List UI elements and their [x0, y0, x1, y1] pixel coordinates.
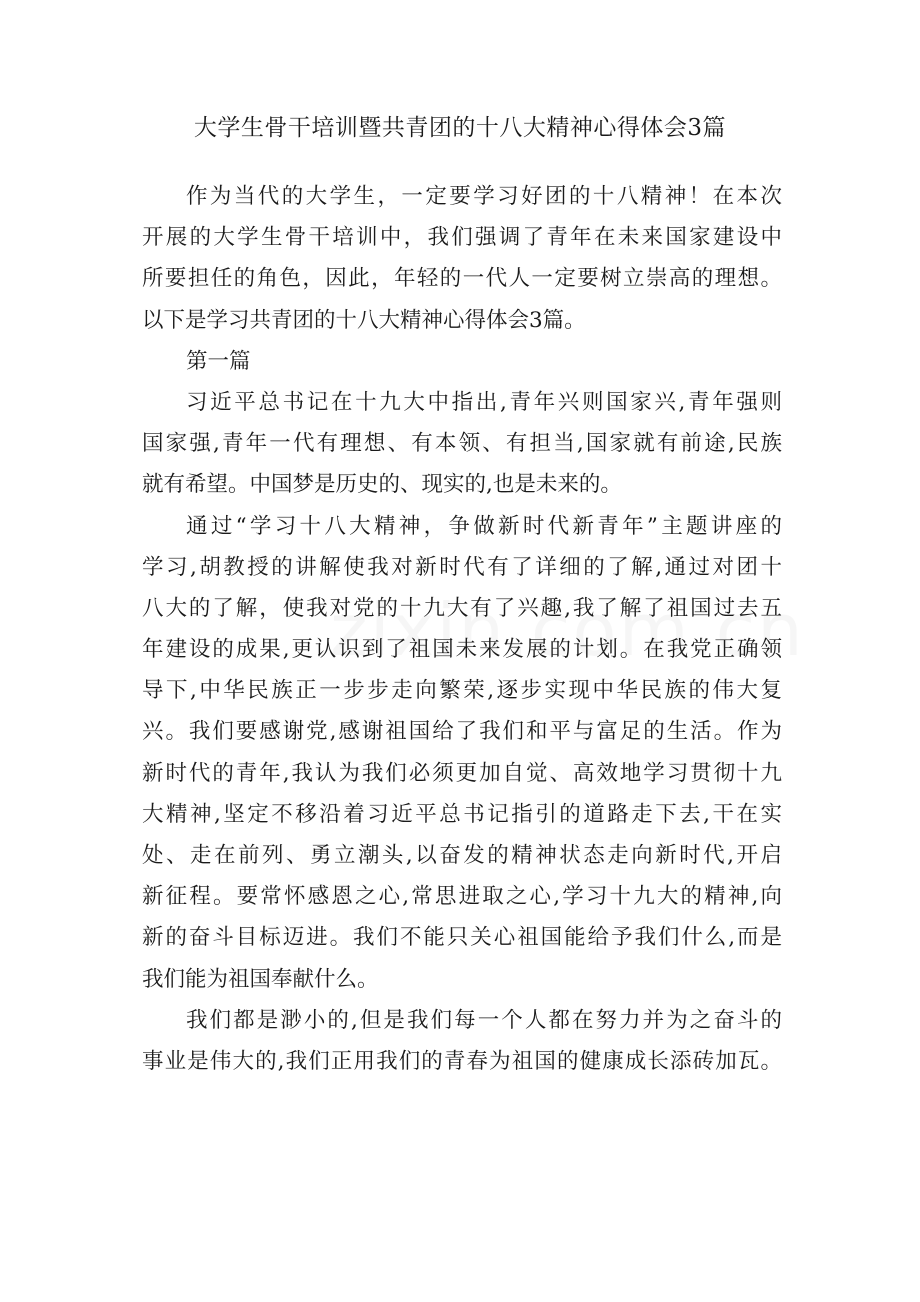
document-body [142, 176, 782, 1082]
text-line: 新时代的青年,我认为我们必须更加自觉、高效地学习贯彻十九 [142, 760, 782, 786]
text-line: 学习,胡教授的讲解使我对新时代有了详细的了解,通过对团十 [142, 554, 782, 580]
text-line: 大精神,坚定不移沿着习近平总书记指引的道路走下去,干在实 [142, 801, 782, 827]
section-heading [142, 341, 782, 382]
text-line: 开展的大学生骨干培训中，我们强调了青年在未来国家建设中 [142, 225, 782, 251]
paragraph [142, 382, 782, 506]
text-line: 事业是伟大的,我们正用我们的青春为祖国的健康成长添砖加瓦。 [142, 1048, 782, 1074]
text-line: 年建设的成果,更认识到了祖国未来发展的计划。在我党正确领 [142, 637, 782, 663]
text-line: 就有希望。中国梦是历史的、现实的,也是未来的。 [142, 472, 622, 498]
text-line: 处、走在前列、勇立潮头,以奋发的精神状态走向新时代,开启 [142, 843, 782, 868]
text-line: 我们都是渺小的,但是我们每一个人都在努力并为之奋斗的 [186, 1007, 782, 1033]
paragraph [142, 1000, 782, 1082]
text-line: 导下,中华民族正一步步走向繁荣,逐步实现中华民族的伟大复 [142, 678, 782, 704]
text-line: 八大的了解，使我对党的十九大有了兴趣,我了解了祖国过去五 [142, 595, 782, 621]
text-line: 习近平总书记在十九大中指出,青年兴则国家兴,青年强则 [186, 389, 782, 415]
text-line: 以下是学习共青团的十八大精神心得体会3篇。 [142, 307, 586, 333]
text-line: 我们能为祖国奉献什么。 [142, 966, 379, 992]
text-line: 作为当代的大学生，一定要学习好团的十八精神！在本次 [186, 184, 782, 209]
text-line: 新的奋斗目标迈进。我们不能只关心祖国能给予我们什么,而是 [142, 925, 782, 951]
text-line: 所要担任的角色，因此，年轻的一代人一定要树立崇高的理想。 [142, 266, 782, 292]
paragraph [142, 506, 782, 1000]
text-line: 第一篇 [186, 348, 251, 374]
text-line: 国家强,青年一代有理想、有本领、有担当,国家就有前途,民族 [142, 431, 782, 457]
text-line: 通过“学习十八大精神，争做新时代新青年”主题讲座的 [186, 513, 782, 539]
paragraph-intro [142, 176, 782, 341]
text-line: 兴。我们要感谢党,感谢祖国给了我们和平与富足的生活。作为 [142, 719, 782, 745]
document-title: 大学生骨干培训暨共青团的十八大精神心得体会3篇 [193, 115, 727, 141]
text-line: 新征程。要常怀感恩之心,常思进取之心,学习十九大的精神,向 [142, 884, 782, 910]
